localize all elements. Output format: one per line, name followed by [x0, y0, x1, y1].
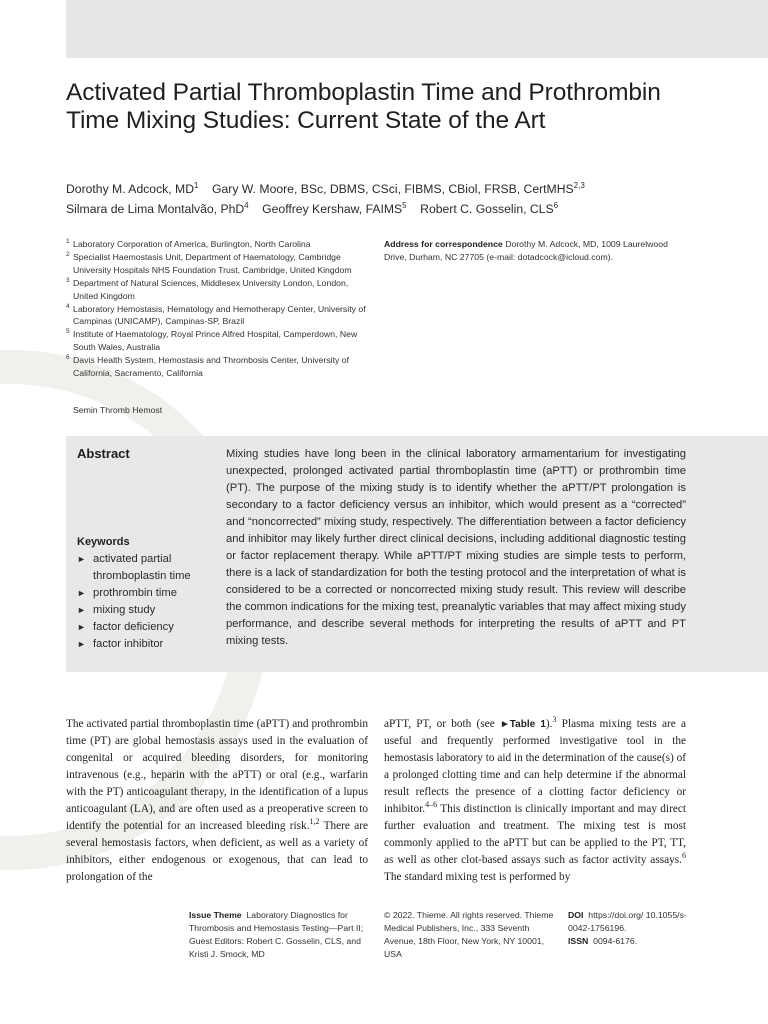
affiliation-text: Laboratory Hemostasis, Hematology and Hemotherapy Center, University of Campinas (UNICAMP), Campinas-SP, Brazil	[73, 303, 366, 327]
abstract-text: Mixing studies have long been in the clinical laboratory armamentarium for investigating unexpected, prolonged activated partial thromboplastin time (aPTT) or prothrombin time (PT). The purpose of the mixing study is to identify whether the aPTT/PT prolongation is secondary to a factor deficiency versus an inhibitor, which would present as a “corrected” and “noncorrected” mixing study, respectively. The differentiation between a factor deficiency and inhibitor may likely further direct clinical decisions, including additional diagnostic testing or factor replacement therapy. While aPTT/PT mixing studies are simple tests to perform, there is a lack of standardization for both the testing protocol and the interpretation of what is considered to be a corrected or noncorrected mixing study result. This review will describe the common indications for the mixing test, preanalytic variables that may affect mixing study performance, and describe several methods for interpreting the results of aPTT and PT mixing tests.	[226, 448, 686, 647]
affiliation-text: Davis Health System, Hemostasis and Thrombosis Center, University of California, Sacramento, California	[73, 355, 350, 379]
correspondence-address	[384, 238, 684, 264]
doi-link[interactable]: https://doi.org/ 10.1055/s-0042-1756196.	[568, 910, 687, 933]
body-text: This distinction is clinically important and may direct further evaluation and treatment. The mixing test is most commonly applied to the aPTT but can be applied to the PT, TT, as well as other clot-based assays such as factor activity assays.	[384, 803, 686, 866]
body-text: There are several hemostasis factors, when deficient, as well as a variety of inhibitors, either endogenous or exogenous, that can lead to prolongation of the	[66, 820, 369, 883]
keyword-label: factor inhibitor	[93, 638, 164, 650]
issn-label: ISSN	[568, 935, 589, 946]
body-text: Plasma mixing tests are a useful and frequently performed investigative tool in the hemostasis laboratory to aid in the determination of the cause(s) of a prolonged clotting time and can help determine if the abnormal result reflects the presence of a clotting factor deficiency or inhibitor.	[384, 718, 686, 815]
body-column-left	[66, 716, 368, 886]
affiliation-text: Department of Natural Sciences, Middlesex University London, London, United Kingdom	[73, 277, 349, 301]
citation-sup[interactable]: 6	[682, 851, 686, 861]
keyword-label: factor deficiency	[93, 621, 174, 633]
author-affiliation-sup: 6	[553, 200, 559, 210]
author-affiliation-sup: 1	[194, 180, 199, 190]
doi-block	[568, 909, 708, 948]
correspondence-label: Address for correspondence	[384, 239, 503, 249]
author-affiliation-sup: 5	[402, 200, 407, 210]
affiliation-text: Laboratory Corporation of America, Burlington, North Carolina	[73, 239, 311, 249]
affiliation-list	[66, 238, 366, 380]
author-name[interactable]: Robert C. Gosselin, CLS	[420, 202, 554, 216]
article-title: Activated Partial Thromboplastin Time and Prothrombin Time Mixing Studies: Current State of the Art	[66, 79, 661, 134]
affiliation-item	[66, 303, 366, 329]
author-list	[66, 179, 756, 219]
author-name[interactable]: Dorothy M. Adcock, MD	[66, 182, 195, 196]
keyword-item[interactable]	[77, 602, 217, 619]
keyword-item[interactable]	[77, 619, 217, 636]
arrow-right-icon: ►	[77, 588, 86, 598]
citation-sup[interactable]: 3	[552, 715, 557, 725]
author-name[interactable]: Geoffrey Kershaw, FAIMS	[262, 202, 403, 216]
arrow-right-icon: ►	[77, 622, 86, 632]
affiliation-item	[66, 277, 366, 303]
body-text: The activated partial thromboplastin time (aPTT) and prothrombin time (PT) are global hemostasis assays used in the evaluation of congenital or acquired bleeding disorders, for monitoring intravenous (e.g., heparin with the aPTT) or oral (e.g., warfarin with the PT) anticoagulant therapy, in the identification of a lupus anticoagulant (LA), and are often used as a preoperative screen to identify the potential for an increased bleeding risk.	[66, 718, 368, 832]
author-affiliation-sup: 2,3	[573, 180, 585, 190]
keyword-item[interactable]	[77, 636, 217, 653]
author-name[interactable]: Gary W. Moore, BSc, DBMS, CSci, FIBMS, CBiol, FRSB, CertMHS	[212, 182, 574, 196]
keyword-list	[77, 551, 217, 653]
keyword-label: mixing study	[93, 604, 156, 616]
arrow-right-icon: ►	[77, 554, 86, 564]
body-text: The standard mixing test is performed by	[384, 871, 571, 883]
affiliation-item	[66, 354, 366, 380]
citation-sup[interactable]: 1,2	[309, 817, 320, 827]
copyright-notice: © 2022. Thieme. All rights reserved. Thieme Medical Publishers, Inc., 333 Seventh Avenue, 18th Floor, New York, NY 10001, USA	[384, 910, 554, 959]
issue-theme-label: Issue Theme	[189, 910, 242, 920]
affiliation-item	[66, 328, 366, 354]
affiliation-number: 5	[66, 328, 70, 336]
author-name[interactable]: Silmara de Lima Montalvão, PhD	[66, 202, 245, 216]
affiliation-item	[66, 251, 366, 277]
affiliation-number: 1	[66, 238, 70, 245]
affiliation-number: 2	[66, 250, 70, 258]
body-text: ).	[545, 718, 553, 730]
author-line-1	[66, 179, 756, 199]
arrow-right-icon: ►	[77, 639, 86, 649]
affiliation-number: 4	[66, 302, 70, 310]
header-bar	[66, 0, 768, 58]
affiliation-number: 6	[66, 354, 70, 362]
correspondence-text[interactable]: Dorothy M. Adcock, MD, 1009 Laurelwood Drive, Durham, NC 27705 (e-mail: dotadcock@icloud.com).	[384, 239, 668, 262]
citation-sup[interactable]: 4–6	[425, 800, 438, 810]
arrow-right-icon: ►	[77, 605, 86, 615]
affiliation-item	[66, 238, 366, 251]
journal-name: Semin Thromb Hemost	[73, 405, 163, 415]
affiliation-text: Institute of Haematology, Royal Prince Alfred Hospital, Camperdown, New South Wales, Australia	[73, 329, 358, 353]
issue-theme-text: Laboratory Diagnostics for Thrombosis and Hemostasis Testing—Part II; Guest Editors: Robert C. Gosselin, CLS, and Kristi J. Smock, MD	[189, 910, 364, 959]
keyword-label: prothrombin time	[93, 587, 177, 599]
author-line-2	[66, 199, 756, 219]
affiliation-number: 3	[66, 276, 70, 284]
table-reference-link[interactable]: ►Table 1	[499, 719, 546, 730]
body-text: aPTT, PT, or both (see	[384, 718, 500, 730]
doi-label: DOI	[568, 910, 584, 920]
keywords-heading: Keywords	[77, 536, 130, 548]
keyword-item[interactable]	[77, 585, 217, 602]
keyword-item[interactable]	[77, 551, 217, 585]
issue-theme	[189, 909, 374, 961]
abstract-heading: Abstract	[77, 446, 130, 461]
keyword-label: activated partial thromboplastin time	[93, 553, 191, 582]
issn-value: 0094-6176.	[593, 935, 638, 946]
affiliation-text: Specialist Haemostasis Unit, Department of Haematology, Cambridge University Hospitals NHS Foundation Trust, Cambridge, United Kingdom	[73, 251, 352, 275]
body-column-right	[384, 716, 686, 886]
author-affiliation-sup: 4	[244, 200, 249, 210]
